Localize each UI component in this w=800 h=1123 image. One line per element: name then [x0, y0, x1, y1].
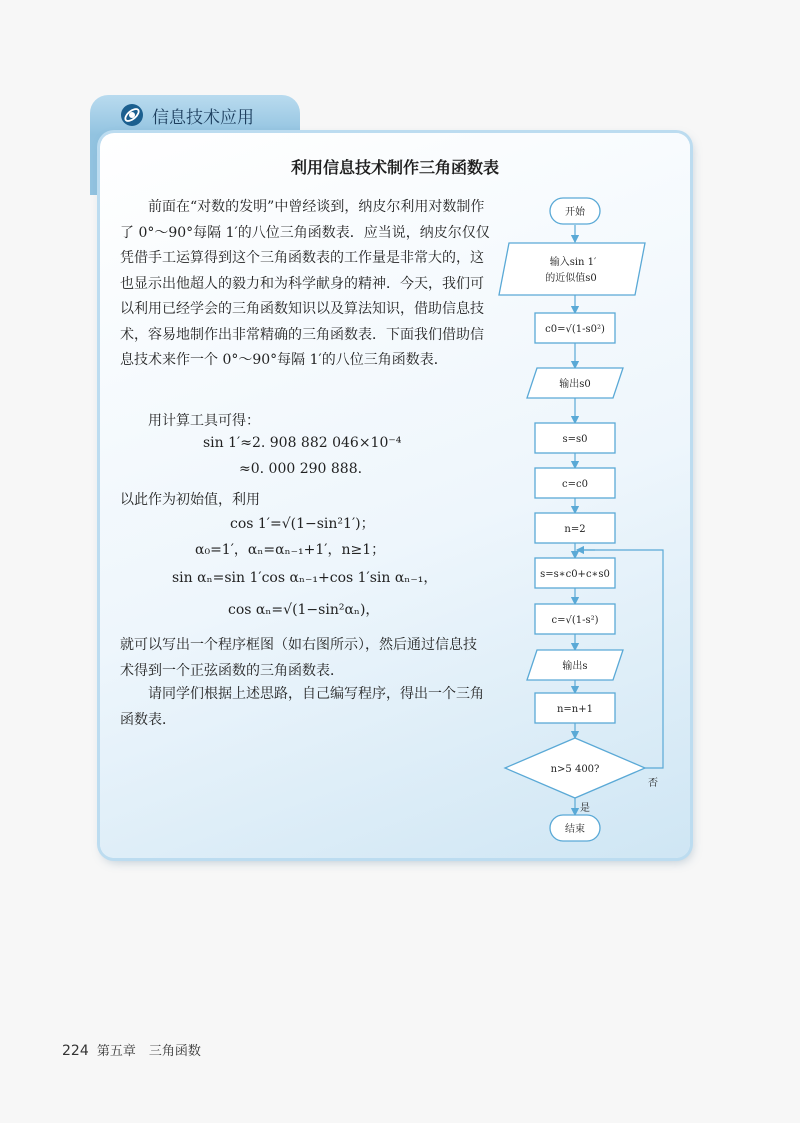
n-increment-label: n=n+1: [556, 704, 594, 715]
tab-label: 信息技术应用: [152, 107, 254, 128]
formula-sin-alpha: sin αₙ=sin 1′cos αₙ₋₁+cos 1′sin αₙ₋₁，: [172, 570, 438, 586]
paragraph-exercise: 请同学们根据上述思路，自己编写程序，得出一个三角函数表．: [120, 686, 484, 728]
decision-label: n>5 400?: [550, 764, 600, 775]
paragraph-initial: 以此作为初始值，利用: [120, 492, 260, 508]
input-label-2: 的近似值s0: [545, 273, 597, 284]
panel-title: 利用信息技术制作三角函数表: [290, 158, 499, 177]
formula-approx: ≈0. 000 290 888.: [239, 461, 363, 477]
content-panel: [100, 133, 690, 858]
output-s0-label: 输出s0: [559, 379, 591, 390]
flowchart: [495, 188, 675, 848]
page-number: 224: [62, 1043, 89, 1059]
s-update-label: s=s∗c0+c∗s0: [540, 569, 610, 580]
formula-cos1: cos 1′=√(1−sin²1′)；: [230, 516, 375, 532]
input-box: [499, 243, 645, 295]
formula-sin1: sin 1′≈2. 908 882 046×10⁻⁴: [203, 435, 402, 451]
formula-alpha: α₀=1′，αₙ=αₙ₋₁+1′，n≥1；: [195, 542, 386, 558]
n-assign-label: n=2: [564, 524, 586, 535]
output-s-label: 输出s: [562, 661, 588, 672]
section-tab: [90, 95, 300, 135]
start-label: 开始: [565, 207, 585, 218]
formula-cos-alpha: cos αₙ=√(1−sin²αₙ)，: [228, 602, 380, 618]
paragraph-flowchart: 就可以写出一个程序框图（如右图所示），然后通过信息技术得到一个正弦函数的三角函数表．: [120, 637, 477, 679]
yes-label: 是: [580, 803, 590, 814]
c0-label: c0=√(1-s0²): [545, 324, 605, 335]
c-update-label: c=√(1-s²): [551, 615, 599, 626]
satellite-icon: [120, 103, 144, 127]
s-assign-label: s=s0: [562, 434, 588, 445]
paragraph-intro: 前面在“对数的发明”中曾经谈到，纳皮尔利用对数制作了 0°～90°每隔 1′的八位三角函数表．应当说，纳皮尔仅仅凭借手工运算得到这个三角函数表的工作量是非常大的，这也显示出他超人的毅力和为科学献身的精神．今天，我们可以利用已经学会的三角函数知识以及算法知识，借助信息技术，容易地制作出非常精确的三角函数表．下面我们借助信息技术来作一个 0°～90°每隔 1′的八位三角函数表．: [120, 199, 490, 368]
end-label: 结束: [565, 824, 585, 835]
input-label-1: 输入sin 1′: [549, 257, 597, 268]
chapter-title: 第五章 三角函数: [96, 1044, 201, 1059]
paragraph-tool: 用计算工具可得：: [148, 413, 260, 429]
no-label: 否: [648, 778, 658, 789]
c-assign-label: c=c0: [562, 479, 588, 490]
page-footer: [62, 1040, 201, 1059]
